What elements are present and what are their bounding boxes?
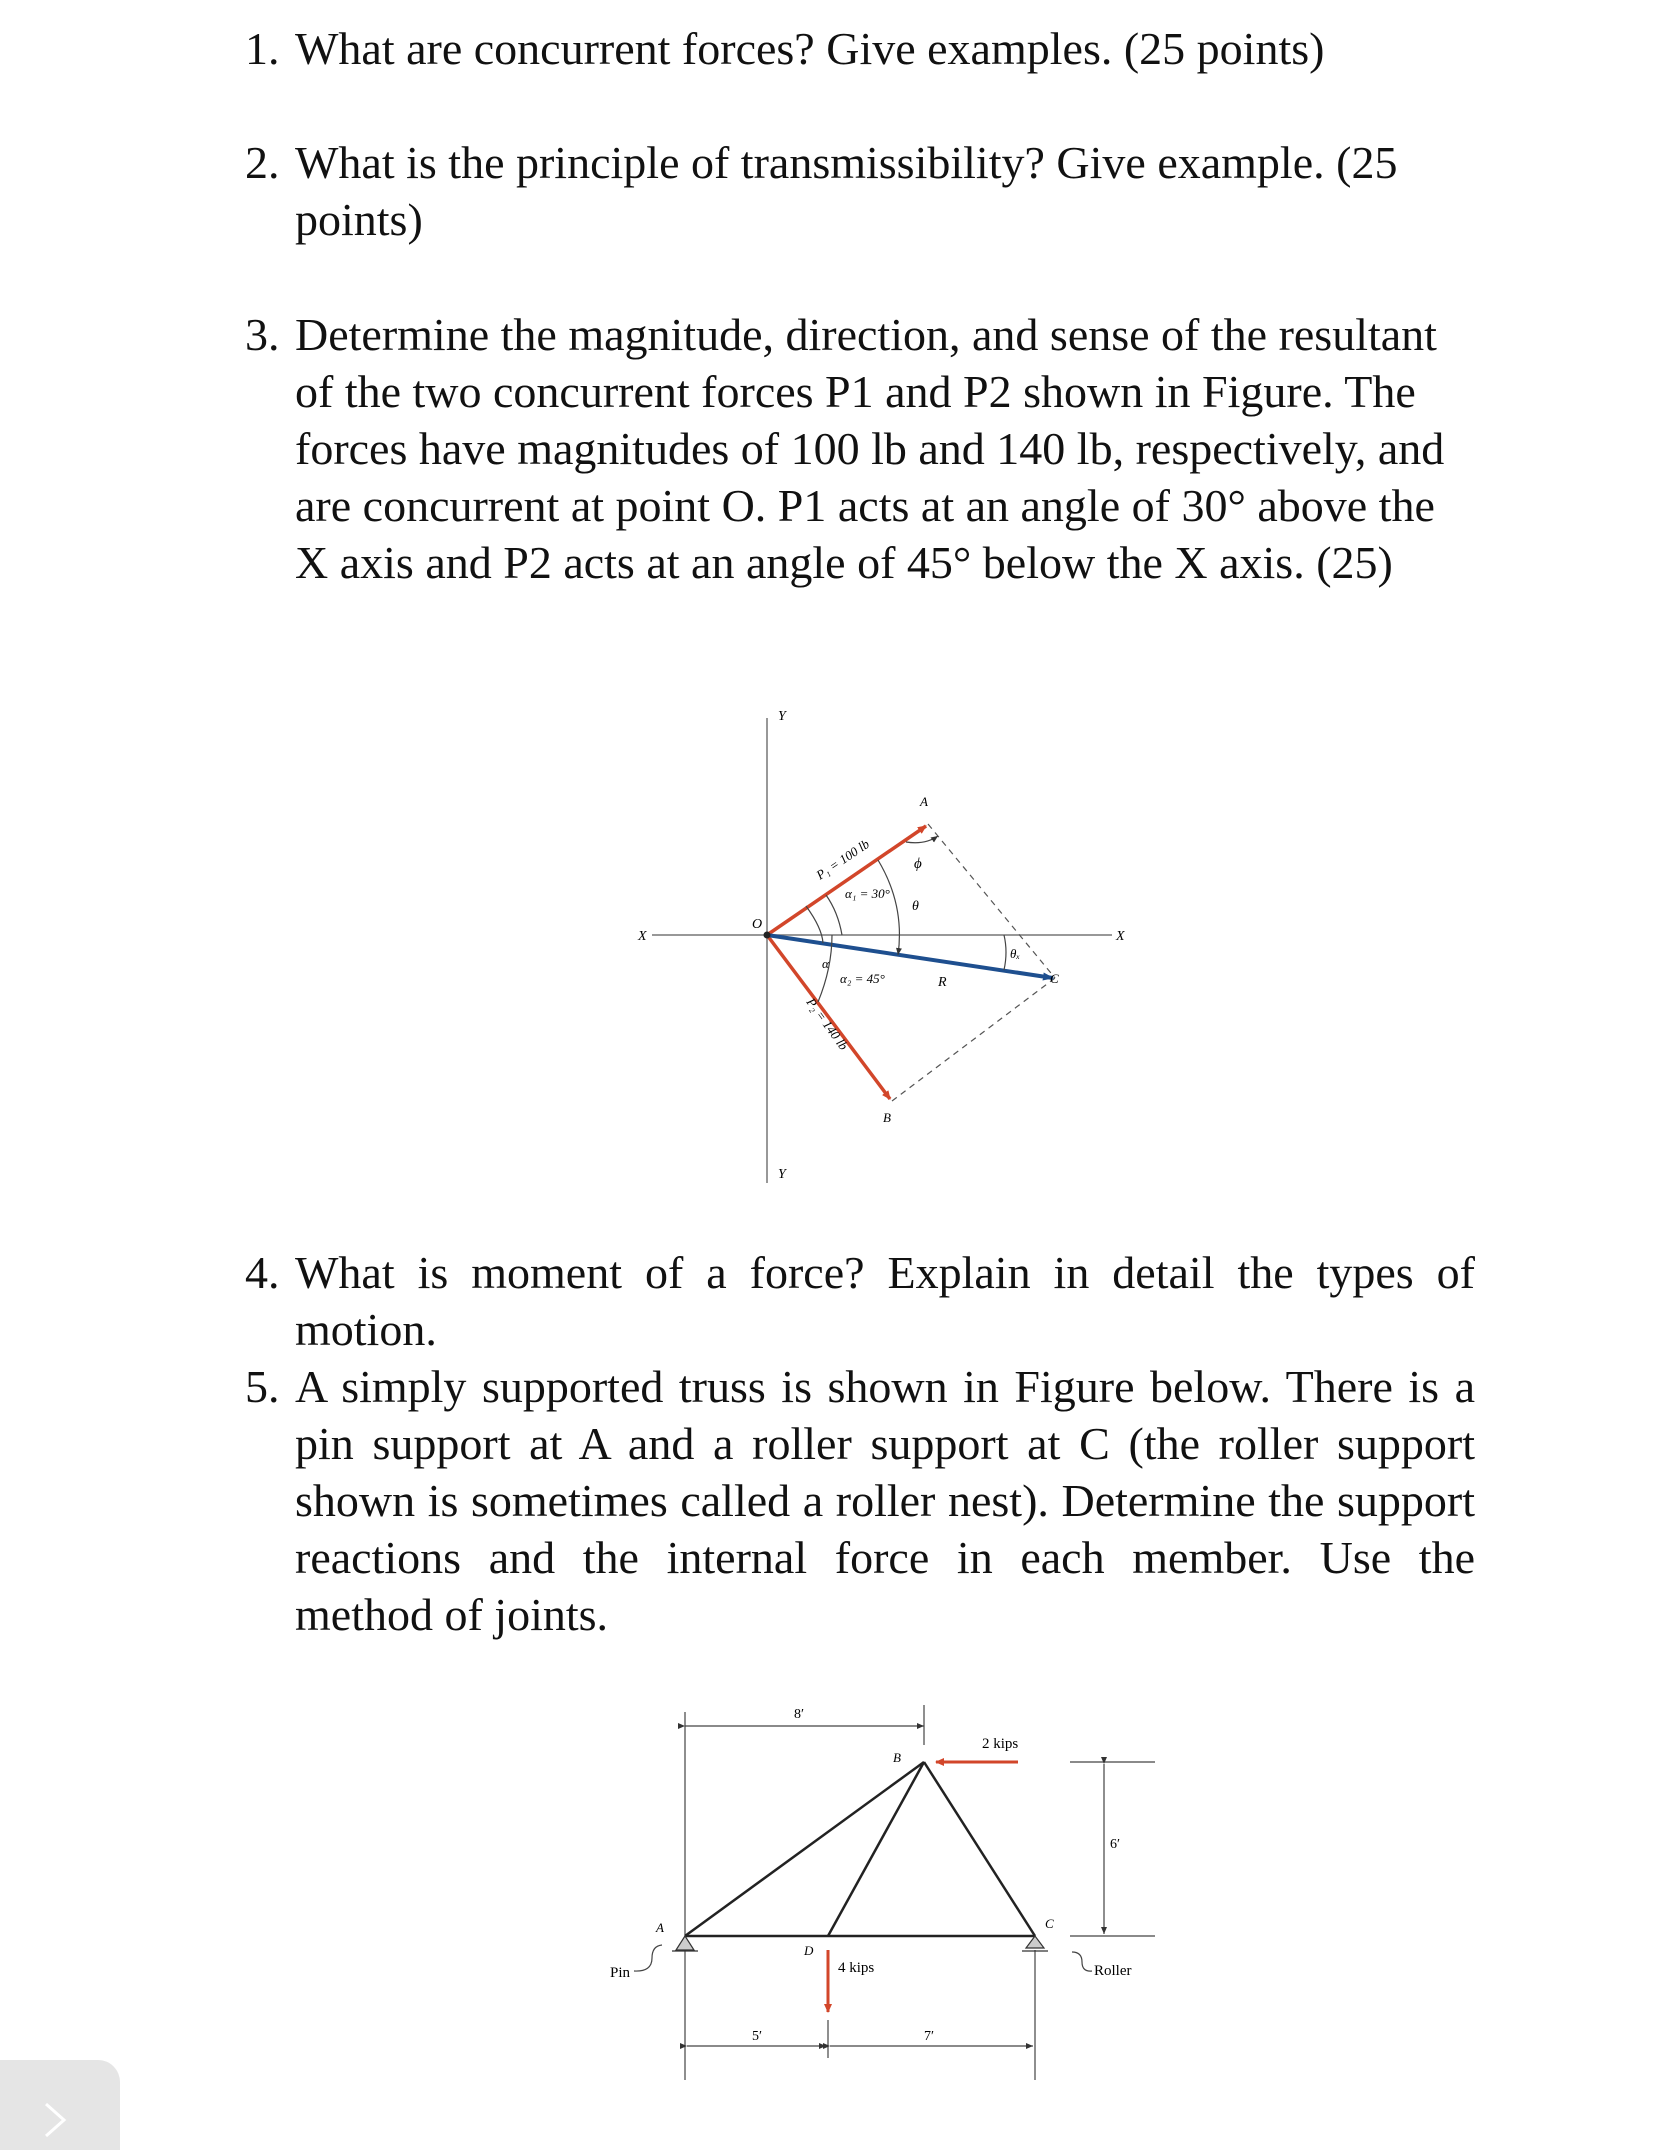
theta-label: θ xyxy=(912,899,919,914)
question-number: 1. xyxy=(245,23,280,74)
origin-label: O xyxy=(752,917,763,932)
point-b-label: B xyxy=(883,1110,891,1125)
y-axis-top-label: Y xyxy=(778,709,786,724)
node-d-label: D xyxy=(804,1943,814,1958)
member-ab xyxy=(685,1762,924,1936)
dim-left-label: 5′ xyxy=(752,2029,763,2044)
dim-height-label: 6′ xyxy=(1110,1837,1121,1852)
point-a-label: A xyxy=(920,794,928,809)
question-number: 3. xyxy=(245,309,280,360)
question-text: What is moment of a force? Explain in detail the types of motion. xyxy=(295,1247,1475,1355)
chevron-right-icon xyxy=(40,2100,70,2140)
question-number: 4. xyxy=(245,1247,280,1298)
alpha1-label: α₁ = 30° xyxy=(845,886,890,901)
pin-label: Pin xyxy=(610,1965,631,1981)
question-text: What is the principle of transmissibility? Give example. (25 points) xyxy=(295,137,1398,245)
question-text: What are concurrent forces? Give examples. (25 points) xyxy=(295,23,1325,74)
question-number: 5. xyxy=(245,1361,280,1412)
load-d-label: 4 kips xyxy=(838,1960,875,1976)
node-c-label: C xyxy=(1045,1916,1054,1931)
alpha2-label: α₂ = 45° xyxy=(840,971,885,986)
member-bd xyxy=(828,1762,924,1936)
dim-top-label: 8′ xyxy=(794,1707,805,1722)
question-number: 2. xyxy=(245,137,280,188)
load-b-label: 2 kips xyxy=(982,1736,1019,1752)
pin-leader xyxy=(634,1945,662,1971)
pin-support xyxy=(676,1936,694,1950)
x-axis-right-label: X xyxy=(1116,929,1125,944)
point-c-label: C xyxy=(1050,971,1059,986)
member-bc xyxy=(924,1762,1035,1936)
phi-label: ϕ xyxy=(914,856,922,872)
resultant-label: R xyxy=(938,975,947,990)
x-axis-left-label: X xyxy=(638,929,647,944)
alpha-label: α xyxy=(822,956,829,971)
roller-label: Roller xyxy=(1094,1963,1132,1979)
node-b-label: B xyxy=(893,1750,901,1765)
next-page-button[interactable] xyxy=(0,2060,120,2150)
thetax-label: θₓ xyxy=(1010,946,1021,961)
roller-leader xyxy=(1072,1952,1092,1971)
y-axis-bottom-label: Y xyxy=(778,1167,786,1182)
dim-right-label: 7′ xyxy=(924,2029,935,2044)
question-text: A simply supported truss is shown in Figure below. There is a pin support at A and a roller support at C (the roller support shown is sometimes called a roller nest). Determine the support reactions and the internal force in each member. Use the method of joints. xyxy=(295,1361,1475,1640)
p1-label: P₁ = 100 lb xyxy=(813,836,872,883)
roller-support xyxy=(1026,1936,1044,1948)
p2-label: P₂ = 140 lb xyxy=(803,994,852,1053)
node-a-label: A xyxy=(656,1920,664,1935)
question-text: Determine the magnitude, direction, and sense of the resultant of the two concurrent forces P1 and P2 shown in Figure. The forces have magnitudes of 100 lb and 140 lb, respectively, and are concurrent at point O. P1 acts at an angle of 30° above the X axis and P2 acts at an angle of 45° below the X axis. (25) xyxy=(295,309,1445,588)
